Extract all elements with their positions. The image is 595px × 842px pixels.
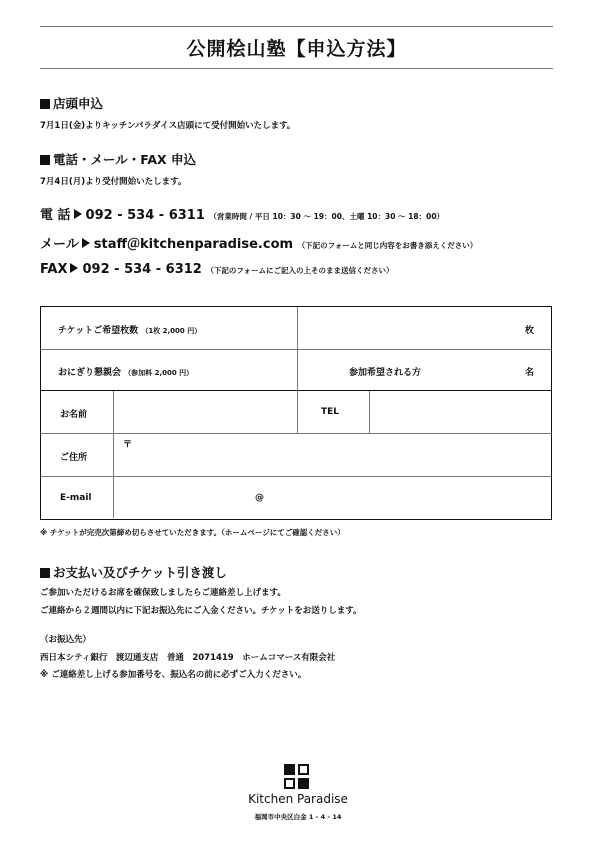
contact-tel-value: 092 - 534 - 6311: [85, 208, 205, 223]
title-rule-bottom: [40, 68, 553, 69]
store-section-heading: 店頭申込: [40, 94, 103, 112]
tel-field[interactable]: [371, 392, 549, 432]
ticket-unit: 枚: [525, 326, 535, 336]
square-bullet-icon: [40, 99, 50, 109]
name-label: お名前: [60, 410, 88, 420]
form-divider: [113, 391, 114, 518]
party-participants-label: 参加希望される方: [349, 368, 422, 378]
ticket-count-field[interactable]: [299, 308, 549, 348]
postal-mark: 〒: [123, 440, 133, 450]
application-form: [40, 306, 552, 520]
arrow-right-icon: [74, 209, 82, 219]
form-divider: [41, 349, 551, 350]
contact-mail-label: メール: [40, 237, 79, 252]
arrow-right-icon: [70, 263, 78, 273]
form-divider: [297, 391, 298, 433]
contact-tel-label: 電 話: [40, 208, 71, 223]
form-divider: [41, 476, 551, 477]
payment-line-1: ご参加いただけるお席を確保致しましたらご連絡差し上げます。: [40, 588, 286, 598]
payment-line-2: ご連絡から２週間以内に下記お振込先にご入金ください。チケットをお送りします。: [40, 606, 362, 616]
contact-mail: [40, 233, 477, 252]
contact-fax: [40, 262, 394, 277]
contact-fax-label: FAX: [40, 262, 68, 277]
form-note: ※ チケットが完売次第締め切らさせていただきます。（ホームページにてご確認ください）: [40, 528, 345, 537]
party-unit: 名: [525, 368, 535, 378]
name-field[interactable]: [115, 392, 295, 432]
tel-label: TEL: [321, 407, 340, 417]
page-title: 公開桧山塾【申込方法】: [186, 38, 407, 60]
party-label: おにぎり懇親会 （参加料 2,000 円）: [58, 368, 194, 378]
contact-fax-value: 092 - 534 - 6312: [82, 262, 202, 277]
contact-mail-value[interactable]: staff＠kitchenparadise.com: [93, 237, 294, 252]
form-divider: [41, 433, 551, 434]
store-section-text: 7月1日(金)よりキッチンパラダイス店頭にて受付開始いたします。: [40, 121, 296, 131]
arrow-right-icon: [82, 238, 90, 248]
brand-address: 福岡市中央区白金 1 - 4 - 14: [254, 813, 342, 821]
form-divider: [297, 307, 298, 390]
kitchen-paradise-logo-icon: [284, 764, 310, 790]
contact-tel-note: （営業時間 / 平日 10：30 〜 19：00、土曜 10：30 〜 18：00）: [209, 212, 445, 221]
address-label: ご住所: [60, 453, 88, 463]
email-field[interactable]: [115, 478, 549, 518]
bank-note: ※ ご連絡差し上げる参加番号を、振込名の前に必ずご入力ください。: [40, 670, 307, 680]
email-label: E-mail: [60, 493, 92, 503]
payment-section-heading: お支払い及びチケット引き渡し: [40, 563, 227, 581]
square-bullet-icon: [40, 155, 50, 165]
bank-heading: （お振込先）: [40, 635, 92, 645]
party-participants-field[interactable]: [481, 351, 521, 389]
address-field[interactable]: [115, 435, 549, 475]
remote-section-heading: 電話・メール・FAX 申込: [40, 150, 196, 168]
square-bullet-icon: [40, 568, 50, 578]
form-divider: [369, 391, 370, 433]
bank-detail: 西日本シティ銀行 渡辺通支店 普通 2071419 ホームコマース有限会社: [40, 653, 336, 663]
contact-mail-note: （下記のフォームと同じ内容をお書き添えください）: [297, 241, 478, 250]
email-at-mark: @: [255, 493, 264, 503]
form-divider: [41, 390, 551, 391]
brand-name: Kitchen Paradise: [248, 792, 348, 806]
remote-section-text: 7月4日(月)より受付開始いたします。: [40, 177, 187, 187]
title-rule-top: [40, 26, 553, 27]
ticket-count-label: チケットご希望枚数 （1枚 2,000 円）: [58, 326, 202, 336]
contact-tel: [40, 204, 444, 223]
contact-fax-note: （下記のフォームにご記入の上そのまま送信ください）: [206, 266, 394, 275]
